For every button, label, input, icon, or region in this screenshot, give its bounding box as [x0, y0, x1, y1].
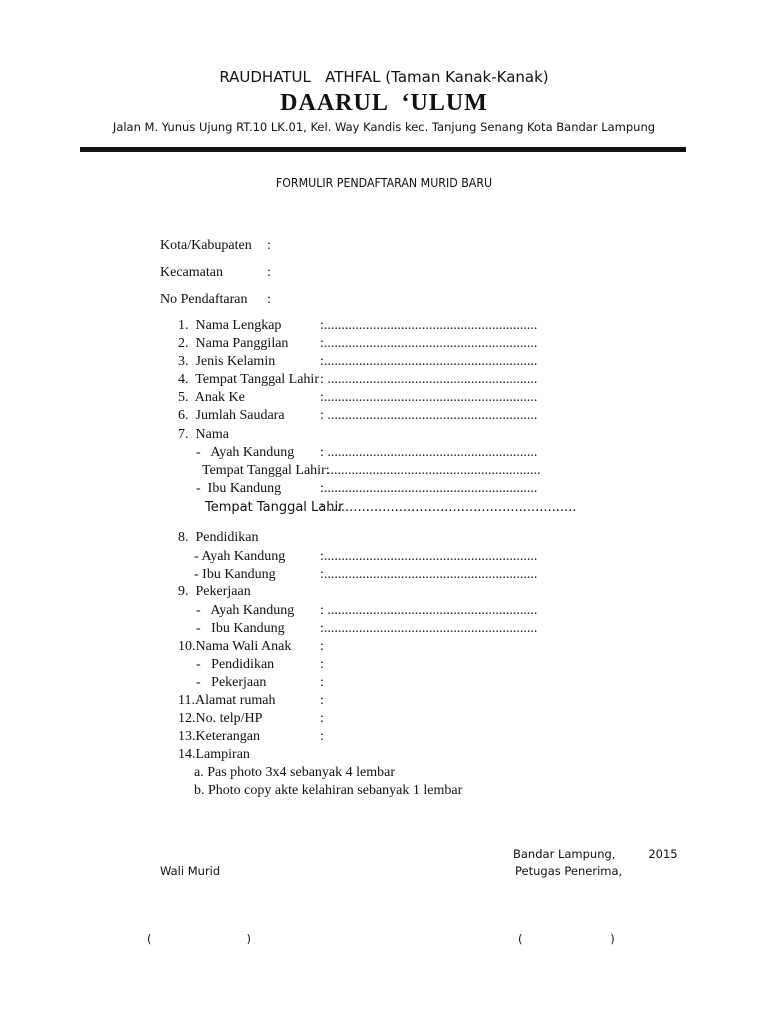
item-anak-ke: 5. Anak Ke	[178, 390, 245, 405]
item-nama-lengkap-blank: :.............................................................	[320, 318, 538, 333]
item-pendidikan-ibu: - Ibu Kandung	[194, 567, 276, 582]
item-pekerjaan-ibu-blank: :.............................................................	[320, 621, 538, 636]
item-ibu-kandung: - Ibu Kandung	[196, 481, 282, 496]
item-jumlah-saudara-blank: : ............................................................	[320, 408, 538, 423]
item-telp: 12.No. telp/HP	[178, 711, 263, 726]
item-ttl-ayah: Tempat Tanggal Lahir:	[202, 463, 330, 478]
item-wali-anak: 10.Nama Wali Anak	[178, 639, 292, 654]
item-tempat-tanggal-lahir: 4. Tempat Tanggal Lahir	[178, 372, 319, 387]
item-lampiran-a: a. Pas photo 3x4 sebanyak 4 lembar	[194, 765, 396, 780]
school-type: RAUDHATUL ATHFAL (Taman Kanak-Kanak)	[219, 68, 549, 86]
item-tempat-tanggal-lahir-blank: : ............................................................	[320, 372, 538, 387]
field-no-pendaftaran-colon: :	[267, 292, 271, 307]
item-wali-pekerjaan: - Pekerjaan	[196, 675, 267, 690]
item-ttl-ibu: Tempat Tanggal Lahir	[205, 500, 344, 515]
item-ayah-kandung: - Ayah Kandung	[196, 445, 295, 460]
item-ibu-kandung-blank: :.............................................................	[320, 481, 538, 496]
petugas-label: Petugas Penerima,	[515, 864, 623, 878]
item-pendidikan-ayah-blank: :.............................................................	[320, 549, 538, 564]
item-nama: 7. Nama	[178, 427, 229, 442]
item-nama-panggilan: 2. Nama Panggilan	[178, 336, 289, 351]
item-pendidikan-ayah: - Ayah Kandung	[194, 549, 286, 564]
item-pendidikan: 8. Pendidikan	[178, 530, 259, 545]
item-alamat: 11.Alamat rumah	[178, 693, 276, 708]
item-keterangan-colon: :	[320, 729, 324, 744]
item-wali-pendidikan: - Pendidikan	[196, 657, 275, 672]
field-no-pendaftaran-label: No Pendaftaran	[160, 292, 248, 307]
item-pekerjaan-ibu: - Ibu Kandung	[196, 621, 285, 636]
item-nama-panggilan-blank: :.............................................................	[320, 336, 538, 351]
item-ttl-ibu-blank: : ............................................................	[320, 500, 577, 515]
place-date: Bandar Lampung, 2015	[513, 847, 678, 861]
item-wali-anak-colon: :	[320, 639, 324, 654]
item-jenis-kelamin: 3. Jenis Kelamin	[178, 354, 276, 369]
petugas-signature-line: ( )	[518, 932, 615, 946]
field-kecamatan-label: Kecamatan	[160, 265, 223, 280]
wali-murid-label: Wali Murid	[160, 864, 221, 878]
item-lampiran-b: b. Photo copy akte kelahiran sebanyak 1 lembar	[194, 783, 463, 798]
item-anak-ke-blank: :.............................................................	[320, 390, 538, 405]
item-pekerjaan: 9. Pekerjaan	[178, 584, 251, 599]
field-kecamatan-colon: :	[267, 265, 271, 280]
item-alamat-colon: :	[320, 693, 324, 708]
item-telp-colon: :	[320, 711, 324, 726]
item-wali-pendidikan-colon: :	[320, 657, 324, 672]
item-ayah-kandung-blank: : ............................................................	[320, 445, 538, 460]
school-name: DAARUL ‘ULUM	[280, 90, 488, 116]
field-kota-colon: :	[267, 238, 271, 253]
item-wali-pekerjaan-colon: :	[320, 675, 324, 690]
field-kota-label: Kota/Kabupaten	[160, 238, 252, 253]
item-pekerjaan-ayah-blank: : ............................................................	[320, 603, 538, 618]
item-jenis-kelamin-blank: :.............................................................	[320, 354, 538, 369]
wali-signature-line: ( )	[147, 932, 252, 946]
school-address: Jalan M. Yunus Ujung RT.10 LK.01, Kel. Way Kandis kec. Tanjung Senang Kota Bandar Lampung	[112, 120, 656, 134]
header-divider	[80, 147, 686, 152]
item-pendidikan-ibu-blank: :.............................................................	[320, 567, 538, 582]
item-nama-lengkap: 1. Nama Lengkap	[178, 318, 282, 333]
item-ttl-ayah-blank: .............................................................	[327, 463, 541, 478]
item-lampiran: 14.Lampiran	[178, 747, 250, 762]
item-jumlah-saudara: 6. Jumlah Saudara	[178, 408, 285, 423]
form-title: FORMULIR PENDAFTARAN MURID BARU	[275, 176, 493, 190]
item-pekerjaan-ayah: - Ayah Kandung	[196, 603, 295, 618]
item-keterangan: 13.Keterangan	[178, 729, 261, 744]
